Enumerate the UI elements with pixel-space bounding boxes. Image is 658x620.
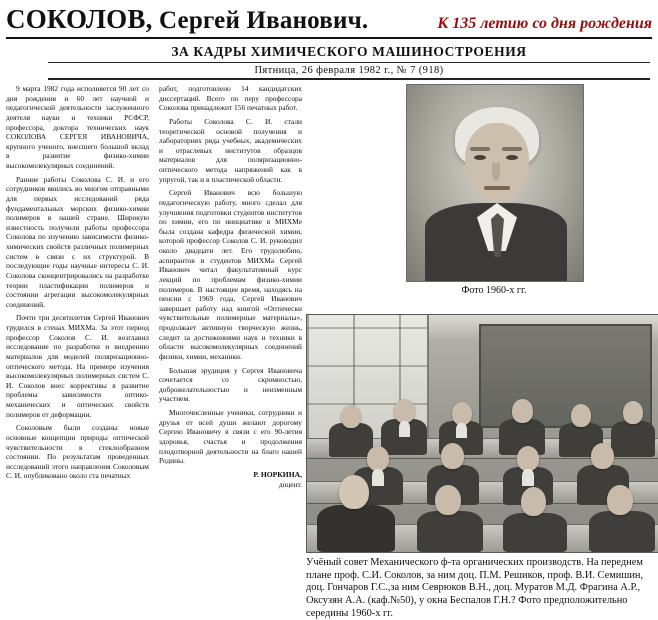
photo-person-head [435, 485, 461, 515]
article-paragraph: Соколовым были созданы новые основные концепции природы оптической чувствительности в стеклообразном состоянии. По результатам проведенных исследований этого направления Соколовым С. И. опубликовано около ста печатных [6, 423, 149, 481]
article-paragraph: Большая эрудиция у Сергея Ивановича сочетается со скромностью, доброжелательностью и неизменным участием. [159, 365, 302, 404]
article-paragraph: Многочисленные ученики, сотрудники и друзья от всей души желают дорогому Сергею Ивановичу в связи с его 90-летия здоровья, счастья и продолжения плодотворной деятельности на благо нашей Родины. [159, 408, 302, 466]
photo-person-head [623, 401, 643, 424]
portrait-caption: Фото 1960-х гг. [461, 285, 527, 296]
portrait-eye-left [474, 155, 486, 160]
photo-person-shirt [372, 469, 384, 486]
portrait-eye-right [506, 155, 518, 160]
group-photo-block [306, 314, 658, 620]
photo-person-head [339, 475, 369, 509]
photo-person-shirt [456, 423, 467, 438]
portrait-block [406, 84, 582, 296]
article-signature-name: Р. НОРКИНА, [253, 469, 302, 479]
article-column-2 [159, 84, 302, 604]
article-paragraph: Сергей Иванович всю большую педагогическую работу, много сделал для улучшения подготовки студентов институтов по химии, его по инициативе в МИХМе была создана кафедра физической химии, которой профессор Соколов С. И. руководил около двадцати лет. Его трудолюбию, аспирантов и студентов МИХМа Сергей Иванович читал факультативный курс лекций по проблемам физико-химии полимеров. В настоящее время, находясь на пенсии с 1969 года, Сергей Иванович завершает работу над книгой «Оптически чувствительные полимерные материалы», продолжает активную творческую жизнь, следит за достижениями наук и техники в области высокомолекулярных соединений физики, химии, механики. [159, 188, 302, 361]
photo-person-head [571, 404, 591, 427]
photo-person-shirt [399, 421, 410, 437]
page-title-surname: СОКОЛОВ, [6, 4, 153, 34]
newspaper-masthead [48, 44, 650, 80]
photo-person-head [394, 399, 415, 423]
photo-person [503, 513, 567, 552]
article-body [6, 84, 302, 604]
page-title-name: Сергей Иванович. [152, 7, 369, 34]
portrait-photo [406, 84, 584, 282]
photo-person-head [591, 443, 614, 469]
photo-person-shirt [522, 469, 534, 486]
portrait-brow-left [470, 147, 490, 151]
article-column-1 [6, 84, 149, 604]
page-content [6, 84, 652, 619]
photo-person-head [341, 405, 361, 428]
article-signature-role: доцент. [278, 479, 302, 489]
photo-person-head [521, 487, 546, 516]
photo-person [589, 511, 655, 552]
photo-person [329, 423, 373, 457]
anniversary-note: К 135 летию со дня рождения [437, 15, 652, 32]
group-photo-caption: Учёный совет Механического ф-та органических производств. На переднем плане проф. С.И. Соколов, за ним доц. П.М. Решиков, проф. В.И. Семишин, доц. Гончаров Г.С.,за ним Севрюков В.Н., доц. Муратов М.Д. Фрагина А.Р., Оксузян А.А. (каф.№50), у окна Беспалов Г.Н.? Фото предположительно середины 1960-х гг. [306, 557, 644, 619]
group-photo [306, 314, 658, 553]
masthead-title: ЗА КАДРЫ ХИМИЧЕСКОГО МАШИНОСТРОЕНИЯ [48, 44, 650, 63]
article-paragraph: Почти три десятилетия Сергей Иванович трудился в стенах МИХМа. За этот период профессор Соколов С. И. возглавил исследование по разработке и внедрению материалов для моделей поляризационно-оптического метода. На примере изучения высокомолекулярных полимерных систем С. И. Соколов внес коррективы в развитие проблемы зависимости оптико-механических и оптических свойств полимеров от деформации. [6, 313, 149, 419]
photo-person-head [607, 485, 633, 515]
photo-person-foreground [317, 505, 395, 552]
portrait-brow-right [502, 147, 522, 151]
photo-person [611, 421, 655, 457]
page-title [6, 4, 368, 35]
article-paragraph: 9 марта 1982 года исполняется 90 лет со дня рождения и 60 лет научной и педагогической деятельности заслуженного деятеля науки и техники РСФСР, профессора, доктора технических наук СОКОЛОВА СЕРГЕЯ ИВАНОВИЧА, крупного ученого, внесшего большой вклад в развитие физико-химии высокомолекулярных соединений. [6, 84, 149, 170]
photo-person-head [441, 443, 464, 469]
photo-person-head [367, 446, 389, 471]
portrait-nose [492, 163, 500, 181]
article-paragraph: Работы Соколова С. И. стали теоретической основой получения и лабораториях ряда учебных, академических и отраслевых институтов образцов материалов для поляризационно-оптического метода напряжений как в упругой, так и в пластической области. [159, 116, 302, 184]
photo-person-head [512, 399, 533, 423]
page-header [6, 4, 652, 39]
masthead-issue-line: Пятница, 26 февраля 1982 г., № 7 (918) [48, 63, 650, 80]
article-paragraph: Ранние работы Соколова С. И. и его сотрудников явились во многом отправными для первых исследований ряда фундаментальных морских физико-химии полимеров в нашей стране. Широкую известность получили работы профессора Соколова по изучению зависимости физико-химических свойств различных полимерных систем в связи с их структурой. В последующие годы научные интересы С. И. Соколова сконцентрировались на разработке теории пластификации полимеров и состоянии агрегации высокомолекулярных соединений. [6, 174, 149, 309]
portrait-mouth [484, 186, 510, 190]
article-signature [159, 470, 302, 489]
photo-person-head [452, 402, 472, 425]
article-paragraph: работ, подготовлено 14 кандидатских диссертаций. Всего по перу профессора Соколова принадлежит 156 печатных работ. [159, 84, 302, 113]
photo-person [417, 511, 483, 552]
photo-person-head [517, 446, 539, 471]
